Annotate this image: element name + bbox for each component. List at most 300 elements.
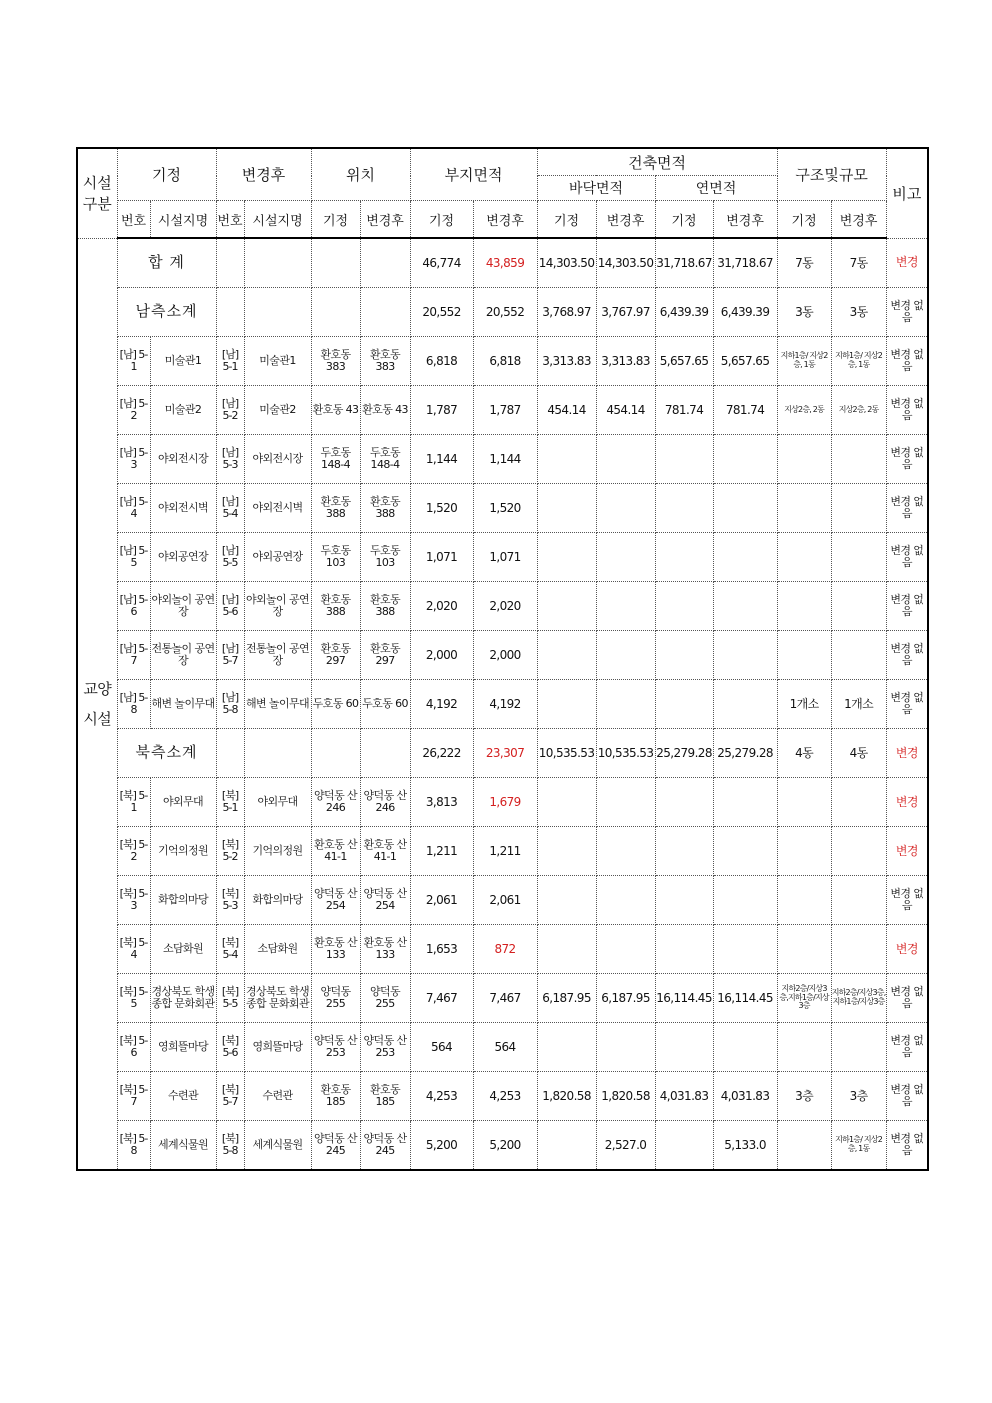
- facility-row: [77, 631, 928, 680]
- header-site-existing: 기정: [410, 201, 473, 239]
- facility-number: [남] 5-5: [117, 533, 150, 582]
- empty-cell: [216, 238, 244, 288]
- total-existing: [655, 484, 713, 533]
- facility-row: [77, 876, 928, 925]
- header-struct-after: 변경후: [831, 201, 886, 239]
- total-after: 31,718.67: [713, 238, 777, 288]
- facility-number: [북] 5-7: [117, 1072, 150, 1121]
- empty-cell: [244, 238, 311, 288]
- total-existing: 25,279.28: [655, 729, 713, 778]
- total-after: [713, 435, 777, 484]
- facility-name-after: 화합의마당: [244, 876, 311, 925]
- site-after: 1,520: [473, 484, 537, 533]
- facility-name-after: 야외놀이 공연장: [244, 582, 311, 631]
- facility-row: [77, 582, 928, 631]
- struct-existing: [777, 582, 831, 631]
- total-existing: [655, 631, 713, 680]
- site-after: 4,192: [473, 680, 537, 729]
- struct-after: [831, 484, 886, 533]
- struct-existing: [777, 484, 831, 533]
- floor-existing: 3,313.83: [537, 337, 596, 386]
- header-building-area: 건축면적: [537, 148, 777, 176]
- floor-after: [596, 778, 655, 827]
- remark: 변경 없음: [886, 337, 928, 386]
- total-after: 4,031.83: [713, 1072, 777, 1121]
- facility-number: [남] 5-1: [117, 337, 150, 386]
- facility-table: [76, 147, 929, 1171]
- floor-existing: 10,535.53: [537, 729, 596, 778]
- floor-after: [596, 533, 655, 582]
- facility-name-after: 기억의정원: [244, 827, 311, 876]
- struct-after: 7동: [831, 238, 886, 288]
- total-existing: 4,031.83: [655, 1072, 713, 1121]
- facility-name: 기억의정원: [150, 827, 216, 876]
- facility-name: 소담화원: [150, 925, 216, 974]
- summary-label: 북측소계: [117, 729, 216, 778]
- floor-existing: [537, 680, 596, 729]
- struct-after: 지상2층, 2동: [831, 386, 886, 435]
- floor-after: 454.14: [596, 386, 655, 435]
- header-category: 시설구분: [77, 148, 117, 238]
- facility-row: [77, 1121, 928, 1171]
- total-after: 25,279.28: [713, 729, 777, 778]
- struct-existing: [777, 631, 831, 680]
- location-existing: 환호동 산 41-1: [311, 827, 360, 876]
- location-existing: 두호동 103: [311, 533, 360, 582]
- remark: 변경 없음: [886, 533, 928, 582]
- floor-existing: [537, 876, 596, 925]
- site-existing: 1,787: [410, 386, 473, 435]
- total-after: 5,657.65: [713, 337, 777, 386]
- total-after: [713, 484, 777, 533]
- floor-existing: [537, 435, 596, 484]
- facility-name-after: 경상북도 학생종합 문화회관: [244, 974, 311, 1023]
- total-existing: 781.74: [655, 386, 713, 435]
- header-facility-name-after: 시설지명: [244, 201, 311, 239]
- site-existing: 564: [410, 1023, 473, 1072]
- facility-name: 경상북도 학생종합 문화회관: [150, 974, 216, 1023]
- facility-number: [북] 5-1: [117, 778, 150, 827]
- facility-row: [77, 827, 928, 876]
- total-after: [713, 582, 777, 631]
- site-existing: 1,520: [410, 484, 473, 533]
- site-after: 872: [473, 925, 537, 974]
- site-existing: 26,222: [410, 729, 473, 778]
- facility-name-after: 소담화원: [244, 925, 311, 974]
- total-existing: 6,439.39: [655, 288, 713, 337]
- floor-existing: [537, 925, 596, 974]
- facility-number: [북] 5-4: [117, 925, 150, 974]
- remark: 변경: [886, 729, 928, 778]
- header-total-floor-area: 연면적: [655, 176, 777, 201]
- struct-existing: 3동: [777, 288, 831, 337]
- location-existing: 환호동 388: [311, 484, 360, 533]
- struct-after: [831, 827, 886, 876]
- floor-after: [596, 876, 655, 925]
- header-loc-existing: 기정: [311, 201, 360, 239]
- facility-number-after: [북] 5-1: [216, 778, 244, 827]
- location-after: 환호동 297: [360, 631, 410, 680]
- total-existing: [655, 435, 713, 484]
- facility-name: 미술관1: [150, 337, 216, 386]
- site-after: 23,307: [473, 729, 537, 778]
- floor-existing: 454.14: [537, 386, 596, 435]
- floor-after: [596, 435, 655, 484]
- facility-name: 야외공연장: [150, 533, 216, 582]
- location-existing: 환호동 383: [311, 337, 360, 386]
- site-existing: 5,200: [410, 1121, 473, 1171]
- facility-name-after: 세계식물원: [244, 1121, 311, 1171]
- location-existing: 양덕동 산253: [311, 1023, 360, 1072]
- location-after: 환호동 185: [360, 1072, 410, 1121]
- site-existing: 2,000: [410, 631, 473, 680]
- location-existing: 양덕동 산254: [311, 876, 360, 925]
- header-floor-after: 변경후: [596, 201, 655, 239]
- remark: 변경 없음: [886, 1072, 928, 1121]
- facility-number: [남] 5-3: [117, 435, 150, 484]
- facility-number: [남] 5-2: [117, 386, 150, 435]
- header-remarks: 비고: [886, 148, 928, 238]
- remark: 변경 없음: [886, 631, 928, 680]
- facility-number-after: [남] 5-7: [216, 631, 244, 680]
- struct-existing: 지하2층/지상3층,지하1층/지상3층: [777, 974, 831, 1023]
- struct-existing: 지하1층/ 지상2층, 1동: [777, 337, 831, 386]
- facility-name-after: 미술관1: [244, 337, 311, 386]
- location-existing: 환호동 43: [311, 386, 360, 435]
- floor-existing: [537, 1121, 596, 1171]
- empty-cell: [244, 288, 311, 337]
- total-existing: [655, 1023, 713, 1072]
- table-body: [77, 238, 928, 1170]
- location-existing: 두호동 60: [311, 680, 360, 729]
- empty-cell: [244, 729, 311, 778]
- facility-row: [77, 435, 928, 484]
- remark: 변경 없음: [886, 974, 928, 1023]
- location-existing: 두호동 148-4: [311, 435, 360, 484]
- empty-cell: [360, 288, 410, 337]
- floor-existing: [537, 827, 596, 876]
- struct-existing: 지상2층, 2동: [777, 386, 831, 435]
- facility-row: [77, 1023, 928, 1072]
- facility-number-after: [남] 5-6: [216, 582, 244, 631]
- site-after: 7,467: [473, 974, 537, 1023]
- facility-name-after: 영희뜰마당: [244, 1023, 311, 1072]
- facility-name: 수련관: [150, 1072, 216, 1121]
- floor-after: [596, 680, 655, 729]
- location-after: 환호동 388: [360, 484, 410, 533]
- facility-name: 화합의마당: [150, 876, 216, 925]
- site-after: 43,859: [473, 238, 537, 288]
- facility-number-after: [북] 5-2: [216, 827, 244, 876]
- empty-cell: [360, 238, 410, 288]
- total-existing: [655, 1121, 713, 1171]
- site-existing: 1,071: [410, 533, 473, 582]
- total-existing: 5,657.65: [655, 337, 713, 386]
- total-after: [713, 680, 777, 729]
- header-total-existing: 기정: [655, 201, 713, 239]
- location-existing: 양덕동 산246: [311, 778, 360, 827]
- location-after: 환호동 산 41-1: [360, 827, 410, 876]
- site-existing: 7,467: [410, 974, 473, 1023]
- summary-label: 남측소계: [117, 288, 216, 337]
- site-existing: 2,061: [410, 876, 473, 925]
- floor-after: [596, 827, 655, 876]
- floor-existing: [537, 484, 596, 533]
- floor-after: 3,313.83: [596, 337, 655, 386]
- empty-cell: [311, 729, 360, 778]
- header-number: 번호: [117, 201, 150, 239]
- floor-existing: 3,768.97: [537, 288, 596, 337]
- total-existing: [655, 582, 713, 631]
- header-after-change: 변경후: [216, 148, 311, 201]
- site-existing: 2,020: [410, 582, 473, 631]
- struct-existing: [777, 435, 831, 484]
- header-floor-existing: 기정: [537, 201, 596, 239]
- header-site-area: 부지면적: [410, 148, 537, 201]
- location-after: 환호동 산133: [360, 925, 410, 974]
- total-existing: 16,114.45: [655, 974, 713, 1023]
- struct-after: [831, 435, 886, 484]
- facility-number: [북] 5-8: [117, 1121, 150, 1171]
- site-existing: 6,818: [410, 337, 473, 386]
- summary-row-north: [77, 729, 928, 778]
- location-existing: 양덕동 산245: [311, 1121, 360, 1171]
- location-existing: 환호동 388: [311, 582, 360, 631]
- floor-after: [596, 484, 655, 533]
- header-number-after: 번호: [216, 201, 244, 239]
- struct-existing: [777, 827, 831, 876]
- floor-existing: 1,820.58: [537, 1072, 596, 1121]
- remark: 변경 없음: [886, 484, 928, 533]
- empty-cell: [360, 729, 410, 778]
- facility-name-after: 야외전시장: [244, 435, 311, 484]
- remark: 변경 없음: [886, 1121, 928, 1171]
- location-existing: 환호동 185: [311, 1072, 360, 1121]
- remark: 변경 없음: [886, 876, 928, 925]
- struct-after: [831, 631, 886, 680]
- facility-row: [77, 386, 928, 435]
- facility-row: [77, 337, 928, 386]
- empty-cell: [311, 238, 360, 288]
- struct-existing: [777, 1023, 831, 1072]
- empty-cell: [216, 729, 244, 778]
- header-floor-area: 바닥면적: [537, 176, 655, 201]
- facility-row: [77, 974, 928, 1023]
- floor-after: [596, 582, 655, 631]
- facility-number: [북] 5-2: [117, 827, 150, 876]
- facility-number: [북] 5-6: [117, 1023, 150, 1072]
- facility-name-after: 수련관: [244, 1072, 311, 1121]
- floor-after: 3,767.97: [596, 288, 655, 337]
- location-after: 환호동 383: [360, 337, 410, 386]
- struct-existing: 3층: [777, 1072, 831, 1121]
- floor-after: [596, 631, 655, 680]
- facility-name: 야외놀이 공연장: [150, 582, 216, 631]
- total-existing: 31,718.67: [655, 238, 713, 288]
- header-struct-existing: 기정: [777, 201, 831, 239]
- facility-name: 전통놀이 공연장: [150, 631, 216, 680]
- struct-after: [831, 778, 886, 827]
- struct-existing: [777, 925, 831, 974]
- floor-after: 10,535.53: [596, 729, 655, 778]
- facility-number-after: [북] 5-3: [216, 876, 244, 925]
- remark: 변경: [886, 778, 928, 827]
- facility-number: [남] 5-4: [117, 484, 150, 533]
- facility-row: [77, 484, 928, 533]
- summary-label: 합 계: [117, 238, 216, 288]
- total-after: [713, 925, 777, 974]
- total-after: [713, 876, 777, 925]
- location-existing: 환호동 산133: [311, 925, 360, 974]
- remark: 변경 없음: [886, 435, 928, 484]
- floor-after: 2,527.0: [596, 1121, 655, 1171]
- facility-row: [77, 533, 928, 582]
- summary-row-total: [77, 238, 928, 288]
- header-existing: 기정: [117, 148, 216, 201]
- struct-existing: 1개소: [777, 680, 831, 729]
- facility-name-after: 야외공연장: [244, 533, 311, 582]
- location-after: 두호동 148-4: [360, 435, 410, 484]
- site-existing: 1,144: [410, 435, 473, 484]
- struct-after: 지하2층/지상3층,지하1층/지상3층: [831, 974, 886, 1023]
- location-after: 양덕동 산253: [360, 1023, 410, 1072]
- facility-row: [77, 1072, 928, 1121]
- site-existing: 1,211: [410, 827, 473, 876]
- struct-existing: [777, 533, 831, 582]
- struct-after: 3층: [831, 1072, 886, 1121]
- empty-cell: [216, 288, 244, 337]
- total-existing: [655, 876, 713, 925]
- remark: 변경: [886, 238, 928, 288]
- facility-number: [남] 5-6: [117, 582, 150, 631]
- facility-name: 야외무대: [150, 778, 216, 827]
- facility-name: 해변 놀이무대: [150, 680, 216, 729]
- remark: 변경 없음: [886, 1023, 928, 1072]
- total-existing: [655, 827, 713, 876]
- struct-after: 4동: [831, 729, 886, 778]
- site-after: 1,071: [473, 533, 537, 582]
- header-facility-name: 시설지명: [150, 201, 216, 239]
- site-existing: 1,653: [410, 925, 473, 974]
- total-after: [713, 533, 777, 582]
- facility-number-after: [북] 5-4: [216, 925, 244, 974]
- location-existing: 양덕동 255: [311, 974, 360, 1023]
- site-existing: 4,253: [410, 1072, 473, 1121]
- floor-existing: [537, 533, 596, 582]
- site-existing: 3,813: [410, 778, 473, 827]
- floor-after: [596, 1023, 655, 1072]
- site-after: 6,818: [473, 337, 537, 386]
- facility-name: 세계식물원: [150, 1121, 216, 1171]
- total-after: 16,114.45: [713, 974, 777, 1023]
- site-after: 1,211: [473, 827, 537, 876]
- header-loc-after: 변경후: [360, 201, 410, 239]
- site-after: 1,144: [473, 435, 537, 484]
- location-after: 양덕동 산245: [360, 1121, 410, 1171]
- remark: 변경: [886, 827, 928, 876]
- header-structure-scale: 구조및규모: [777, 148, 886, 201]
- facility-name: 야외전시벽: [150, 484, 216, 533]
- facility-name: 미술관2: [150, 386, 216, 435]
- struct-after: [831, 1023, 886, 1072]
- struct-after: [831, 925, 886, 974]
- total-after: [713, 1023, 777, 1072]
- remark: 변경 없음: [886, 680, 928, 729]
- facility-number-after: [북] 5-5: [216, 974, 244, 1023]
- struct-after: 지하1층/ 지상2층, 1동: [831, 337, 886, 386]
- facility-number-after: [남] 5-1: [216, 337, 244, 386]
- floor-after: [596, 925, 655, 974]
- facility-name-after: 전통놀이 공연장: [244, 631, 311, 680]
- facility-row: [77, 680, 928, 729]
- floor-after: 6,187.95: [596, 974, 655, 1023]
- total-existing: [655, 680, 713, 729]
- site-existing: 4,192: [410, 680, 473, 729]
- site-existing: 20,552: [410, 288, 473, 337]
- struct-after: 3동: [831, 288, 886, 337]
- location-after: 양덕동 산254: [360, 876, 410, 925]
- floor-existing: 14,303.50: [537, 238, 596, 288]
- struct-existing: 4동: [777, 729, 831, 778]
- total-after: [713, 827, 777, 876]
- site-after: 2,061: [473, 876, 537, 925]
- remark: 변경 없음: [886, 288, 928, 337]
- struct-existing: 7동: [777, 238, 831, 288]
- location-after: 환호동 43: [360, 386, 410, 435]
- site-after: 4,253: [473, 1072, 537, 1121]
- struct-existing: [777, 778, 831, 827]
- floor-existing: [537, 631, 596, 680]
- site-after: 2,000: [473, 631, 537, 680]
- floor-existing: 6,187.95: [537, 974, 596, 1023]
- remark: 변경 없음: [886, 386, 928, 435]
- summary-row-south: [77, 288, 928, 337]
- struct-existing: [777, 876, 831, 925]
- struct-after: [831, 533, 886, 582]
- facility-name-after: 해변 놀이무대: [244, 680, 311, 729]
- category-label: 교양 시설: [77, 238, 117, 1170]
- struct-after: 1개소: [831, 680, 886, 729]
- facility-number-after: [남] 5-4: [216, 484, 244, 533]
- facility-number: [남] 5-8: [117, 680, 150, 729]
- facility-number-after: [북] 5-6: [216, 1023, 244, 1072]
- floor-existing: [537, 582, 596, 631]
- location-after: 두호동 103: [360, 533, 410, 582]
- location-after: 두호동 60: [360, 680, 410, 729]
- facility-row: [77, 778, 928, 827]
- struct-existing: [777, 1121, 831, 1171]
- struct-after: [831, 876, 886, 925]
- total-after: 781.74: [713, 386, 777, 435]
- header-site-after: 변경후: [473, 201, 537, 239]
- header-location: 위치: [311, 148, 410, 201]
- floor-after: 14,303.50: [596, 238, 655, 288]
- facility-number-after: [남] 5-8: [216, 680, 244, 729]
- struct-after: [831, 582, 886, 631]
- facility-number: [북] 5-3: [117, 876, 150, 925]
- struct-after: 지하1층/ 지상2층, 1동: [831, 1121, 886, 1171]
- location-after: 양덕동 산246: [360, 778, 410, 827]
- total-existing: [655, 925, 713, 974]
- location-after: 환호동 388: [360, 582, 410, 631]
- facility-name-after: 야외무대: [244, 778, 311, 827]
- total-after: 5,133.0: [713, 1121, 777, 1171]
- site-after: 1,679: [473, 778, 537, 827]
- floor-existing: [537, 778, 596, 827]
- location-existing: 환호동 297: [311, 631, 360, 680]
- facility-number-after: [남] 5-3: [216, 435, 244, 484]
- total-after: 6,439.39: [713, 288, 777, 337]
